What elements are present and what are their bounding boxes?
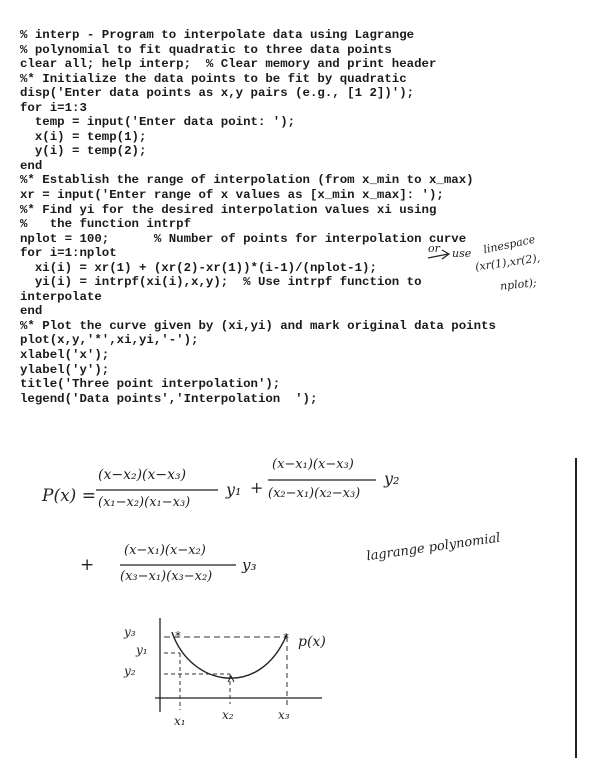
code-line: %* Find yi for the desired interpolation values xi using	[20, 202, 437, 217]
term3-numerator: (x−x₁)(x−x₂)	[124, 543, 206, 558]
sketch-label-px: p(x)	[298, 634, 326, 650]
code-line: xr = input('Enter range of x values as [x_min x_max]: ');	[20, 188, 444, 203]
code-line: %* Initialize the data points to be fit by quadratic	[20, 71, 407, 86]
term1-numerator: (x−x₂)(x−x₃)	[98, 467, 187, 483]
note-args-1: (xr(1),xr(2),	[474, 251, 541, 274]
code-line: %* Plot the curve given by (xi,yi) and mark original data points	[20, 318, 496, 333]
formula-lhs: P(x) =	[42, 486, 96, 506]
note-args-2: nplot);	[499, 276, 538, 293]
term3-denominator: (x₃−x₁)(x₃−x₂)	[120, 569, 213, 584]
sketch-label-y3: y₃	[124, 625, 136, 639]
code-line: for i=1:3	[20, 100, 87, 115]
code-line: clear all; help interp; % Clear memory and print header	[20, 57, 437, 72]
plus-1: +	[250, 478, 264, 497]
code-line: y(i) = temp(2);	[20, 144, 147, 159]
sketch-label-y2: y₂	[124, 664, 136, 678]
term3-y: y₃	[242, 556, 257, 574]
label-lagrange-polynomial: lagrange polynomial	[365, 530, 502, 565]
sketch-label-x3: x₃	[278, 708, 290, 722]
code-line: xlabel('x');	[20, 348, 110, 363]
code-line: nplot = 100; % Number of points for interpolation curve	[20, 231, 467, 246]
term2-numerator: (x−x₁)(x−x₃)	[272, 457, 354, 472]
code-line: yi(i) = intrpf(xi(i),x,y); % Use intrpf function to	[20, 275, 422, 290]
sketch-label-y1: y₁	[136, 643, 148, 657]
sketch-label-x1: x₁	[174, 714, 186, 728]
plus-2: +	[80, 555, 95, 575]
note-use: use	[452, 247, 472, 260]
page-edge-rule	[575, 458, 577, 758]
code-line: x(i) = temp(1);	[20, 129, 147, 144]
code-line: disp('Enter data points as x,y pairs (e.g., [1 2])');	[20, 86, 415, 101]
sketch-label-x2: x₂	[222, 708, 234, 722]
code-line: % polynomial to fit quadratic to three data points	[20, 42, 392, 57]
code-line: legend('Data points','Interpolation ');	[20, 391, 318, 406]
code-line: interpolate	[20, 289, 102, 304]
note-linespace: linespace	[482, 232, 537, 257]
code-line: end	[20, 158, 43, 173]
code-line: title('Three point interpolation');	[20, 377, 281, 392]
svg-text:*: *	[283, 631, 289, 645]
code-line: plot(x,y,'*',xi,yi,'-');	[20, 333, 199, 348]
code-line: %* Establish the range of interpolation (from x_min to x_max)	[20, 173, 474, 188]
sketch-graph	[155, 618, 322, 712]
svg-text:*: *	[175, 629, 181, 643]
code-line: temp = input('Enter data point: ');	[20, 115, 296, 130]
code-line: ylabel('y');	[20, 362, 110, 377]
curve-p-of-x	[172, 632, 287, 678]
note-or: or	[428, 242, 440, 255]
term1-denominator: (x₁−x₂)(x₁−x₃)	[98, 495, 191, 510]
term2-denominator: (x₂−x₁)(x₂−x₃)	[268, 486, 361, 501]
term1-y: y₁	[226, 480, 242, 499]
term2-y: y₂	[384, 469, 400, 488]
code-line: xi(i) = xr(1) + (xr(2)-xr(1))*(i-1)/(nplot-1);	[20, 260, 377, 275]
code-line: end	[20, 304, 43, 319]
code-line: for i=1:nplot	[20, 246, 117, 261]
code-line: % the function intrpf	[20, 217, 192, 232]
code-line: % interp - Program to interpolate data using Lagrange	[20, 28, 415, 42]
